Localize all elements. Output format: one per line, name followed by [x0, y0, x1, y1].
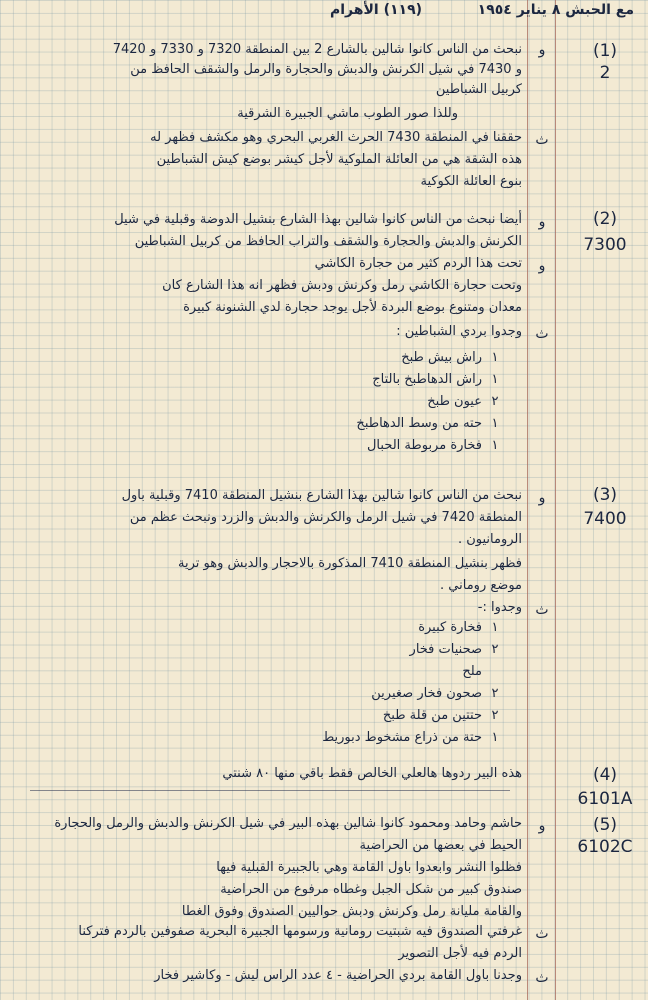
found-item: ١حتة من ذراع مشخوط دبوريط [322, 730, 499, 745]
entry-5-line: صندوق كبير من شكل الجبل وغطاه مرفوع من الحراضية [220, 882, 522, 897]
margin-mark: و [538, 490, 546, 506]
margin-mark: ث [535, 926, 549, 942]
header-page-number: (١١٩) الأهرام [330, 2, 423, 18]
entry-5-line: حاشم وحامد ومحمود كانوا شالين بهذه البير في شيل الكرنش والدبش والرمل والحجارة [54, 816, 522, 831]
entry-5-sub: 6102C [577, 837, 633, 857]
margin-mark: و [538, 258, 546, 274]
entry-5-line: والقامة مليانة رمل وكرنش ودبش حواليين الصندوق وفوق الغطا [181, 904, 522, 919]
entry-5-line: غرفتي الصندوق فيه شبتيت رومانية ورسومها الجبيرة البحرية صفوفين بالردم فتركنا [78, 924, 522, 939]
entry-4-line: هذه البير ردوها هالعلي الخالص فقط باقي منها ٨٠ شنتي [222, 766, 522, 781]
entry-5-line: فظلوا النشر وابعدوا باول القامة وهي بالجبيرة القبلية فيها [216, 860, 522, 875]
entry-5-number: (5) [592, 815, 618, 835]
found-item: ٢حتتين من قلة طبخ [382, 708, 499, 723]
found-item: ١حته من وسط الدهاطبخ [356, 416, 499, 431]
margin-mark: ث [535, 326, 549, 342]
found-item: ٢صحنيات فخار [409, 642, 499, 657]
entry-1-number: (1) [592, 41, 618, 61]
entry-2-line: الكرنش والدبش والحجارة والشقف والتراب الحافظ من كربيل الشباطين [134, 234, 522, 249]
found-item: ١راش بيش طبخ [401, 350, 499, 365]
found-item: ملح [462, 664, 482, 679]
margin-mark: و [538, 214, 546, 230]
entry-1-line: وللذا صور الطوب ماشي الجبيرة الشرقية [237, 106, 458, 121]
entry-2-line: وتحت حجارة الكاشي رمل وكرنش ودبش فظهر انه هذا الشارع كان [162, 278, 522, 293]
entry-2-line: تحت هذا الردم كثير من حجارة الكاشي [314, 256, 522, 271]
entry-2-number: (2) [592, 209, 618, 229]
margin-mark: ث [535, 970, 549, 986]
entry-3-line: موضع روماني . [440, 578, 522, 593]
entry-3-line: نبحث من الناس كانوا شالين بهذا الشارع بنشيل المنطقة 7410 وقبلية باول [121, 488, 522, 503]
header-date: مع الحبش ٨ يناير ١٩٥٤ [477, 2, 634, 18]
entry-1-line: هذه الشقة هي من العائلة الملوكية لأجل كيشر بوضع كيش الشباطين [156, 152, 522, 167]
entry-3-line: فظهر بنشيل المنطقة 7410 المذكورة بالاحجار والدبش وهو ترية [178, 556, 522, 571]
entry-1-sub: 2 [599, 63, 611, 83]
found-item: ١فخارة كبيرة [418, 620, 499, 635]
entry-3-line: الرومانيون . [457, 532, 522, 547]
entry-divider [30, 790, 510, 791]
margin-mark: و [538, 42, 546, 58]
margin-rule-outer [555, 0, 556, 1000]
entry-2-sub: 7300 [583, 235, 627, 255]
entry-4-sub: 6101A [577, 789, 633, 809]
entry-2-line: معدان ومتنوع بوضع البردة لأجل يوجد حجارة لدي الشنونة كبيرة [183, 300, 522, 315]
margin-mark: ث [535, 602, 549, 618]
found-item: ٢عيون طبخ [427, 394, 499, 409]
margin-rule-inner [527, 0, 528, 1000]
margin-mark: و [538, 818, 546, 834]
entry-1-line: حققنا في المنطقة 7430 الحرث الغربي البحري وهو مكشف فظهر له [150, 130, 522, 145]
entry-1-line: و 7430 في شيل الكرنش والدبش والحجارة والرمل والشقف الحافظ من [130, 62, 522, 77]
entry-2-line: وجدوا بردي الشباطين : [396, 324, 522, 339]
entry-2-line: أيضا نبحث من الناس كانوا شالين بهذا الشارع بنشيل الدوضة وقبلية في شيل [114, 212, 522, 227]
entry-5-line: الردم فيه لأجل التصوير [398, 946, 522, 961]
entry-3-sub: 7400 [583, 509, 627, 529]
entry-3-number: (3) [592, 485, 618, 505]
entry-5-line: وجدنا باول القامة بردي الحراضية - ٤ عدد الراس ليش - وكاشير فخار [154, 968, 522, 983]
found-item: ٢صحون فخار صغيرين [371, 686, 499, 701]
entry-1-line: بنوع العائلة الكوكية [420, 174, 522, 189]
entry-3-line: المنطقة 7420 في شيل الرمل والكرنش والدبش والزرد ونبحث عظم من [129, 510, 522, 525]
found-item: ١راش الدهاطبخ بالتاج [372, 372, 499, 387]
found-item: ١فخارة مربوطة الحبال [366, 438, 499, 453]
entry-4-number: (4) [592, 765, 618, 785]
entry-3-found-title: وجدوا :- [477, 600, 522, 615]
entry-1-line: كربيل الشباطين [435, 82, 522, 97]
entry-1-line: نبحث من الناس كانوا شالين بالشارع 2 بين المنطقة 7320 و 7330 و 7420 [112, 42, 522, 57]
margin-mark: ث [535, 132, 549, 148]
entry-5-line: الحيط في بعضها من الحراضية [359, 838, 522, 853]
